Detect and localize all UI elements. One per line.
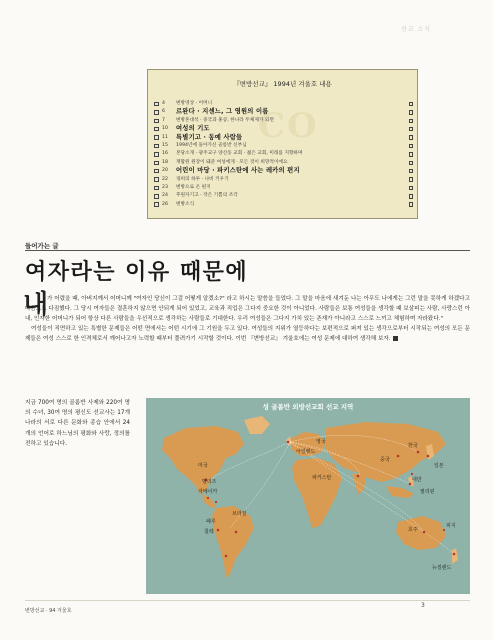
checkbox-icon bbox=[409, 144, 414, 149]
map-title: 성 골롬반 외방선교회 선교 지역 bbox=[262, 403, 354, 411]
corner-label: 선교 소식 bbox=[400, 26, 431, 33]
checkbox-icon bbox=[409, 186, 414, 191]
contents-item bbox=[154, 108, 413, 116]
contents-item bbox=[154, 167, 413, 175]
checkbox-icon bbox=[154, 186, 159, 191]
end-mark bbox=[393, 336, 398, 341]
contents-item-page: 24 bbox=[162, 193, 168, 199]
map-label-japan: 일본 bbox=[434, 463, 444, 469]
southeast-asia-shape bbox=[386, 486, 414, 498]
contents-item bbox=[154, 176, 413, 184]
contents-item-title: 후원자기고 · 작은 기쁨의 조각 bbox=[176, 193, 238, 199]
contents-item bbox=[154, 142, 413, 150]
article-title: 여자라는 이유 때문에 bbox=[25, 260, 249, 285]
checkbox-icon bbox=[154, 177, 159, 182]
contents-item-title: 재활원 원장이 돼준 여성에게 · 모든 것이 희망적이에요 bbox=[176, 159, 288, 165]
world-map-illustration bbox=[146, 398, 470, 594]
contents-item bbox=[154, 192, 413, 200]
checkbox-icon bbox=[154, 119, 159, 124]
contents-item-page: 7 bbox=[162, 117, 165, 123]
contents-item bbox=[154, 201, 413, 209]
checkbox-icon bbox=[154, 169, 159, 174]
contents-item-page: 20 bbox=[162, 168, 168, 174]
checkbox-icon bbox=[154, 135, 159, 140]
article-kicker: 들어가는 글 bbox=[25, 242, 59, 250]
contents-item-title: 경희의 하루 · 나비 키우기 bbox=[176, 176, 229, 182]
contents-item bbox=[154, 134, 413, 142]
contents-box bbox=[147, 69, 418, 219]
australia-shape bbox=[396, 516, 446, 550]
checkbox-icon bbox=[154, 152, 159, 157]
contents-item-page: 4 bbox=[162, 101, 165, 106]
checkbox-icon bbox=[154, 161, 159, 166]
contents-item-title: 변방영상 · 어머니 bbox=[176, 101, 213, 106]
checkbox-icon bbox=[409, 135, 414, 140]
map-label-chile: 칠레 bbox=[204, 529, 214, 535]
sidebar-text: 지금 700여 명의 골롬반 사제와 220여 명의 수녀, 30여 명의 평신도 선교사는 17개 나라의 서로 다른 문화와 종습 안에서 24개의 언어로 하느님의 평화와 사랑, 정의를 전하고 있습니다. bbox=[25, 400, 130, 447]
map-label-pakistan: 파키스탄 bbox=[312, 475, 332, 481]
footer-publication: 변방선교 · 94 겨울호 bbox=[25, 608, 72, 614]
contents-item-title: 변방소식 bbox=[176, 201, 195, 207]
map-label-philippines: 필리핀 bbox=[420, 489, 435, 495]
contents-item bbox=[154, 117, 413, 125]
footer-rule bbox=[25, 600, 470, 601]
checkbox-icon bbox=[409, 177, 414, 182]
checkbox-icon bbox=[154, 144, 159, 149]
checkbox-icon bbox=[154, 194, 159, 199]
checkbox-icon bbox=[409, 169, 414, 174]
contents-item bbox=[154, 184, 413, 192]
checkbox-icon bbox=[409, 119, 414, 124]
contents-item-page: 11 bbox=[162, 134, 168, 140]
india-shape bbox=[352, 474, 366, 494]
map-label-australia: 호주 bbox=[408, 527, 418, 533]
checkbox-icon bbox=[409, 102, 414, 107]
contents-item-title: 1994년에 돌아가신 골롬반 신부님 bbox=[176, 142, 247, 148]
map-label-china: 중국 bbox=[380, 457, 390, 463]
uk-shape bbox=[286, 436, 292, 446]
contents-item-title: 변방으로 온 편지 bbox=[176, 184, 211, 190]
contents-item bbox=[154, 150, 413, 158]
checkbox-icon bbox=[154, 202, 159, 207]
map-label-jamaica: 자메이카 bbox=[198, 489, 218, 495]
contents-watermark: CO bbox=[258, 106, 319, 146]
contents-item-page: 15 bbox=[162, 142, 168, 148]
contents-item-title: 여성의 기도 bbox=[176, 125, 210, 133]
contents-item-page: 18 bbox=[162, 159, 168, 165]
heading-rule bbox=[25, 250, 470, 251]
map-label-fiji: 피지 bbox=[446, 523, 456, 529]
contents-item-page: 16 bbox=[162, 151, 168, 157]
checkbox-icon bbox=[409, 152, 414, 157]
checkbox-icon bbox=[409, 110, 414, 115]
checkbox-icon bbox=[409, 194, 414, 199]
checkbox-icon bbox=[154, 110, 159, 115]
map-label-brazil: 브라질 bbox=[232, 511, 247, 517]
map-label-usa: 미국 bbox=[198, 463, 208, 469]
contents-item-title: 르완다 · 지센느, 그 영원의 이름 bbox=[176, 108, 269, 116]
map-label-belize: 벨리즈 bbox=[202, 479, 217, 485]
mission-map bbox=[146, 398, 470, 594]
greenland-shape bbox=[244, 416, 270, 434]
map-label-uk: 영국 bbox=[316, 439, 326, 445]
checkbox-icon bbox=[154, 102, 159, 107]
contents-item-page: 6 bbox=[162, 109, 165, 115]
map-label-korea: 한국 bbox=[408, 443, 418, 449]
contents-item bbox=[154, 159, 413, 167]
contents-title: 『변방선교』 1994년 겨울호 내용 bbox=[233, 80, 332, 88]
contents-item-title: 특별기고 · 동예 사람들 bbox=[176, 133, 243, 141]
article-paragraph-2: 여성들이 직면하고 있는 특별한 문제들은 어떤 면에서는 어떤 시기에 그 기원을 두고 있다. 여성들의 지위가 열등하다는 보편적으로 퍼져 있는 생각으로부터 시작되는 여성의 모든 문제들은 여성 스스로 한 인격체로서 깨어나고자 노력할 때부터 풀려가기 시작할 것이다. 이번 『변방선교』 겨울호에는 여성 문제에 대하여 생각해 보자. bbox=[25, 326, 470, 343]
contents-item-page: 26 bbox=[162, 201, 168, 207]
map-label-taiwan: 대만 bbox=[412, 477, 422, 483]
map-label-ireland: 아일랜드 bbox=[296, 449, 316, 455]
checkbox-icon bbox=[409, 161, 414, 166]
contents-item-page: 10 bbox=[162, 126, 168, 132]
contents-item-page: 22 bbox=[162, 176, 168, 182]
contents-item-title: 어린이 마당 · 파키스탄에 사는 레카의 편지 bbox=[176, 167, 300, 175]
map-label-peru: 페루 bbox=[206, 519, 216, 525]
checkbox-icon bbox=[409, 202, 414, 207]
page-number: 3 bbox=[421, 602, 425, 609]
checkbox-icon bbox=[154, 127, 159, 132]
new-zealand-shape bbox=[452, 548, 458, 564]
contents-item-title: 본당소개 · 광주교구 양산동 교회 · 젊은 교회, 미래를 지향하며 bbox=[176, 151, 303, 157]
contents-item bbox=[154, 125, 413, 133]
contents-item-title: 변방혼대석 · 중국과 홍콩, 한나라 두체제가 되면 bbox=[176, 117, 274, 123]
article-paragraph-1: 가 어렸을 때, 아버지께서 어머니께 "여자인 당신이 그걸 어떻게 알겠소?" 라고 하시는 말씀을 들었다. 그 말을 마음에 새겨둔 나는 아무도 나에게는 그런 말을 못하게 하겠다고 마음으로 다짐했다. 그 당시 여자들은 결혼하지 않으면 안되게 되어 있었고, 교육과 직업은 그다지 중요한 것이 아니었다. 사람들은 보통 여성들을 생각할 때 보살피는 사람, 사랑스런 아내, 인자한 어머니가 되어 항상 다른 사람들을 우선적으로 생각하는 사람들로 기대한다. 우리 여성들은 그다지 가치 있는 존재가 아니라고 스스로 느끼고 체험하며 자라왔다." bbox=[25, 296, 470, 323]
checkbox-icon bbox=[409, 127, 414, 132]
dropcap: 내 bbox=[23, 290, 49, 320]
article-body bbox=[23, 290, 470, 344]
central-america-shape bbox=[202, 494, 216, 508]
contents-list bbox=[154, 100, 413, 209]
map-label-new-zealand: 뉴질랜드 bbox=[432, 565, 452, 571]
contents-item-page: 23 bbox=[162, 184, 168, 190]
